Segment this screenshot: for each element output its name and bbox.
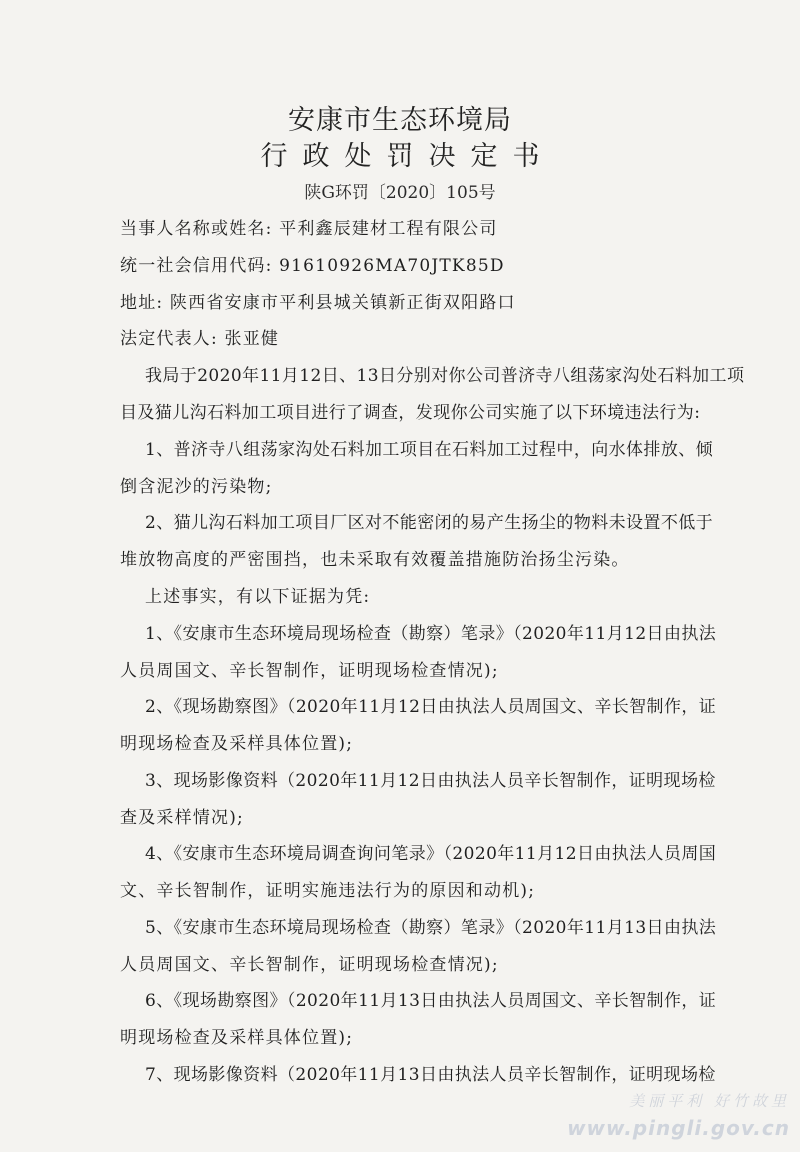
evidence-2-line-2: 明现场检查及采样具体位置);	[120, 734, 354, 754]
violation-1-line-2: 倒含泥沙的污染物;	[120, 477, 273, 497]
violation-1-line-1: 1、普济寺八组荡家沟处石料加工项目在石料加工过程中，向水体排放、倾	[145, 440, 714, 460]
evidence-4-line-2: 文、辛长智制作，证明实施违法行为的原因和动机);	[120, 881, 536, 901]
evidence-3-line-1: 3、现场影像资料（2020年11月12日由执法人员辛长智制作，证明现场检	[145, 771, 716, 791]
legal-representative: 法定代表人: 张亚健	[120, 329, 280, 349]
evidence-2-line-1: 2、《现场勘察图》（2020年11月12日由执法人员周国文、辛长智制作，证	[145, 697, 717, 717]
intro-line-1: 我局于2020年11月12日、13日分别对你公司普济寺八组荡家沟处石料加工项	[145, 366, 745, 386]
evidence-3-line-2: 查及采样情况);	[120, 808, 244, 828]
evidence-1-line-2: 人员周国文、辛长智制作，证明现场检查情况);	[120, 661, 499, 681]
evidence-5-line-2: 人员周国文、辛长智制作，证明现场检查情况);	[120, 955, 499, 975]
violation-2-line-1: 2、猫儿沟石料加工项目厂区对不能密闭的易产生扬尘的物料未设置不低于	[145, 513, 714, 533]
watermark-url: www.pingli.gov.cn	[567, 1116, 790, 1140]
evidence-1-line-1: 1、《安康市生态环境局现场检查（勘察）笔录》（2020年11月12日由执法	[145, 624, 717, 644]
evidence-5-line-1: 5、《安康市生态环境局现场检查（勘察）笔录》（2020年11月13日由执法	[145, 918, 717, 938]
evidence-4-line-1: 4、《安康市生态环境局调查询问笔录》（2020年11月12日由执法人员周国	[145, 844, 717, 864]
evidence-intro: 上述事实，有以下证据为凭:	[145, 587, 371, 607]
evidence-7-line-1: 7、现场影像资料（2020年11月13日由执法人员辛长智制作，证明现场检	[145, 1065, 716, 1085]
evidence-6-line-1: 6、《现场勘察图》（2020年11月13日由执法人员周国文、辛长智制作，证	[145, 991, 717, 1011]
document-type-title: 行政处罚决定书	[260, 141, 555, 172]
document-number: 陕G环罚〔2020〕105号	[304, 183, 496, 203]
credit-code: 统一社会信用代码: 91610926MA70JTK85D	[120, 256, 505, 276]
intro-line-2: 目及猫儿沟石料加工项目进行了调查，发现你公司实施了以下环境违法行为:	[120, 403, 701, 423]
violation-2-line-2: 堆放物高度的严密围挡，也未采取有效覆盖措施防治扬尘污染。	[120, 550, 630, 570]
address: 地址: 陕西省安康市平利县城关镇新正街双阳路口	[120, 293, 516, 313]
agency-title: 安康市生态环境局	[288, 105, 512, 136]
evidence-6-line-2: 明现场检查及采样具体位置);	[120, 1028, 354, 1048]
party-name: 当事人名称或姓名: 平利鑫辰建材工程有限公司	[120, 219, 498, 239]
watermark-slogan: 美丽平利 好竹故里	[629, 1092, 790, 1110]
